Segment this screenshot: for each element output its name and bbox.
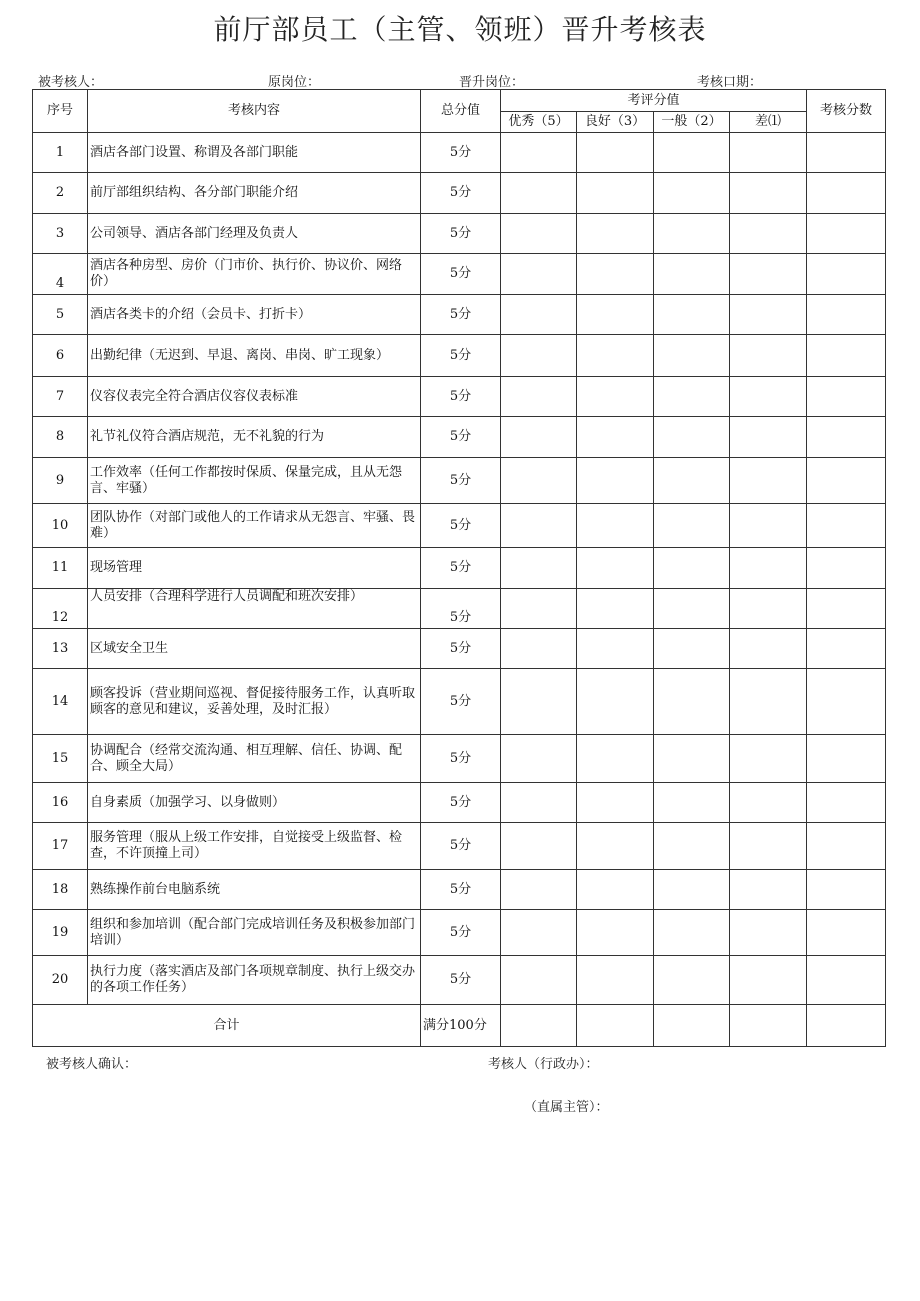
row-number: 10 xyxy=(33,504,88,548)
final-score-cell[interactable] xyxy=(807,783,886,823)
final-score-cell[interactable] xyxy=(807,254,886,295)
row-total-score: 5分 xyxy=(421,956,501,1005)
poor-cell[interactable] xyxy=(730,669,807,735)
row-total-score: 5分 xyxy=(421,669,501,735)
table-row xyxy=(33,823,886,870)
good-cell[interactable] xyxy=(577,173,654,214)
original-post-label: 原岗位： xyxy=(268,75,321,90)
table-row xyxy=(33,735,886,783)
header-content: 考核内容 xyxy=(88,90,421,133)
excellent-cell[interactable] xyxy=(501,254,577,295)
header-total: 总分值 xyxy=(421,90,501,133)
row-content: 工作效率（任何工作都按时保质、保量完成，且从无怨言、牢骚） xyxy=(88,458,421,504)
row-total-score: 5分 xyxy=(421,254,501,295)
poor-cell[interactable] xyxy=(730,254,807,295)
poor-cell[interactable] xyxy=(730,783,807,823)
row-total-score: 5分 xyxy=(421,335,501,377)
final-score-cell[interactable] xyxy=(807,133,886,173)
good-cell[interactable] xyxy=(577,910,654,956)
final-score-cell[interactable] xyxy=(807,335,886,377)
row-total-score: 5分 xyxy=(421,783,501,823)
excellent-cell[interactable] xyxy=(501,417,577,458)
final-score-cell[interactable] xyxy=(807,458,886,504)
average-cell[interactable] xyxy=(654,335,730,377)
final-score-cell[interactable] xyxy=(807,173,886,214)
row-number: 3 xyxy=(33,214,88,254)
row-total-score: 5分 xyxy=(421,458,501,504)
row-content: 人员安排（合理科学进行人员调配和班次安排） xyxy=(88,589,421,629)
poor-cell[interactable] xyxy=(730,335,807,377)
poor-cell[interactable] xyxy=(730,735,807,783)
row-total-score: 5分 xyxy=(421,173,501,214)
good-cell[interactable] xyxy=(577,335,654,377)
row-total-score: 5分 xyxy=(421,823,501,870)
final-score-cell[interactable] xyxy=(807,504,886,548)
row-content: 熟练操作前台电脑系统 xyxy=(88,870,421,910)
excellent-cell[interactable] xyxy=(501,870,577,910)
row-number: 19 xyxy=(33,910,88,956)
table-row xyxy=(33,335,886,377)
promotion-post-label: 晋升岗位： xyxy=(459,75,525,90)
final-score-cell[interactable] xyxy=(807,377,886,417)
average-cell[interactable] xyxy=(654,589,730,629)
poor-cell[interactable] xyxy=(730,214,807,254)
assessment-table xyxy=(32,89,886,1047)
examinee-label: 被考核人： xyxy=(38,75,104,90)
row-total-score: 5分 xyxy=(421,377,501,417)
row-number: 15 xyxy=(33,735,88,783)
average-cell[interactable] xyxy=(654,173,730,214)
row-content: 公司领导、酒店各部门经理及负责人 xyxy=(88,214,421,254)
supervisor-label: （直属主管）： xyxy=(524,1100,609,1115)
total-label: 合计 xyxy=(33,1005,421,1047)
header-good: 良好（3） xyxy=(577,112,654,133)
average-cell[interactable] xyxy=(654,870,730,910)
excellent-cell[interactable] xyxy=(501,669,577,735)
row-number: 4 xyxy=(33,254,88,295)
row-total-score: 5分 xyxy=(421,870,501,910)
final-score-cell[interactable] xyxy=(807,629,886,669)
good-cell[interactable] xyxy=(577,254,654,295)
row-total-score: 5分 xyxy=(421,133,501,173)
row-content: 服务管理（服从上级工作安排，自觉接受上级监督、检查，不许顶撞上司） xyxy=(88,823,421,870)
excellent-cell[interactable] xyxy=(501,504,577,548)
table-row xyxy=(33,214,886,254)
row-content: 顾客投诉（营业期间巡视、督促接待服务工作，认真听取顾客的意见和建议，妥善处理，及时汇报） xyxy=(88,669,421,735)
average-cell[interactable] xyxy=(654,504,730,548)
row-content: 酒店各种房型、房价（门市价、执行价、协议价、网络价） xyxy=(88,254,421,295)
total-average-cell[interactable] xyxy=(654,1005,730,1047)
total-good-cell[interactable] xyxy=(577,1005,654,1047)
header-average: 一般（2） xyxy=(654,112,730,133)
final-score-cell[interactable] xyxy=(807,548,886,589)
good-cell[interactable] xyxy=(577,458,654,504)
row-number: 17 xyxy=(33,823,88,870)
good-cell[interactable] xyxy=(577,377,654,417)
row-number: 9 xyxy=(33,458,88,504)
row-total-score: 5分 xyxy=(421,589,501,629)
excellent-cell[interactable] xyxy=(501,295,577,335)
table-row xyxy=(33,548,886,589)
good-cell[interactable] xyxy=(577,589,654,629)
row-number: 6 xyxy=(33,335,88,377)
header-poor: 差⑴ xyxy=(730,112,807,133)
average-cell[interactable] xyxy=(654,133,730,173)
excellent-cell[interactable] xyxy=(501,783,577,823)
final-score-cell[interactable] xyxy=(807,669,886,735)
poor-cell[interactable] xyxy=(730,504,807,548)
total-final-score-cell[interactable] xyxy=(807,1005,886,1047)
page-title: 前厅部员工（主管、领班）晋升考核表 xyxy=(213,13,707,46)
table-row xyxy=(33,417,886,458)
excellent-cell[interactable] xyxy=(501,458,577,504)
examiner-admin-label: 考核人（行政办）： xyxy=(488,1057,599,1072)
poor-cell[interactable] xyxy=(730,173,807,214)
average-cell[interactable] xyxy=(654,823,730,870)
row-content: 团队协作（对部门或他人的工作请求从无怨言、牢骚、畏难） xyxy=(88,504,421,548)
final-score-cell[interactable] xyxy=(807,735,886,783)
excellent-cell[interactable] xyxy=(501,956,577,1005)
table-row xyxy=(33,956,886,1005)
average-cell[interactable] xyxy=(654,629,730,669)
average-cell[interactable] xyxy=(654,783,730,823)
poor-cell[interactable] xyxy=(730,589,807,629)
table-row xyxy=(33,173,886,214)
row-number: 12 xyxy=(33,589,88,629)
excellent-cell[interactable] xyxy=(501,173,577,214)
table-row xyxy=(33,870,886,910)
good-cell[interactable] xyxy=(577,417,654,458)
table-row xyxy=(33,783,886,823)
header-excellent: 优秀（5） xyxy=(501,112,577,133)
row-content: 仪容仪表完全符合酒店仪容仪表标准 xyxy=(88,377,421,417)
total-value: 满分100分 xyxy=(421,1005,501,1047)
poor-cell[interactable] xyxy=(730,417,807,458)
examinee-confirm-label: 被考核人确认： xyxy=(46,1057,138,1072)
table-row xyxy=(33,458,886,504)
average-cell[interactable] xyxy=(654,254,730,295)
row-content: 礼节礼仪符合酒店规范，无不礼貌的行为 xyxy=(88,417,421,458)
poor-cell[interactable] xyxy=(730,133,807,173)
average-cell[interactable] xyxy=(654,735,730,783)
row-total-score: 5分 xyxy=(421,910,501,956)
good-cell[interactable] xyxy=(577,669,654,735)
good-cell[interactable] xyxy=(577,133,654,173)
row-total-score: 5分 xyxy=(421,548,501,589)
row-number: 14 xyxy=(33,669,88,735)
final-score-cell[interactable] xyxy=(807,823,886,870)
table-row xyxy=(33,133,886,173)
excellent-cell[interactable] xyxy=(501,133,577,173)
final-score-cell[interactable] xyxy=(807,295,886,335)
table-row xyxy=(33,629,886,669)
average-cell[interactable] xyxy=(654,295,730,335)
row-number: 1 xyxy=(33,133,88,173)
row-number: 18 xyxy=(33,870,88,910)
row-content: 区域安全卫生 xyxy=(88,629,421,669)
row-content: 酒店各类卡的介绍（会员卡、打折卡） xyxy=(88,295,421,335)
total-excellent-cell[interactable] xyxy=(501,1005,577,1047)
row-total-score: 5分 xyxy=(421,629,501,669)
excellent-cell[interactable] xyxy=(501,629,577,669)
row-number: 5 xyxy=(33,295,88,335)
average-cell[interactable] xyxy=(654,669,730,735)
poor-cell[interactable] xyxy=(730,870,807,910)
excellent-cell[interactable] xyxy=(501,377,577,417)
poor-cell[interactable] xyxy=(730,377,807,417)
excellent-cell[interactable] xyxy=(501,335,577,377)
excellent-cell[interactable] xyxy=(501,214,577,254)
table-row xyxy=(33,254,886,295)
table-row xyxy=(33,669,886,735)
good-cell[interactable] xyxy=(577,870,654,910)
table-row xyxy=(33,295,886,335)
exam-date-label: 考核口期： xyxy=(697,75,763,90)
total-row xyxy=(33,1005,886,1047)
row-content: 现场管理 xyxy=(88,548,421,589)
table-row xyxy=(33,377,886,417)
row-content: 出勤纪律（无迟到、早退、离岗、串岗、旷工现象） xyxy=(88,335,421,377)
average-cell[interactable] xyxy=(654,956,730,1005)
row-number: 13 xyxy=(33,629,88,669)
row-number: 20 xyxy=(33,956,88,1005)
row-number: 16 xyxy=(33,783,88,823)
row-number: 7 xyxy=(33,377,88,417)
average-cell[interactable] xyxy=(654,214,730,254)
row-content: 协调配合（经常交流沟通、相互理解、信任、协调、配合、顾全大局） xyxy=(88,735,421,783)
good-cell[interactable] xyxy=(577,504,654,548)
row-content: 执行力度（落实酒店及部门各项规章制度、执行上级交办的各项工作任务） xyxy=(88,956,421,1005)
final-score-cell[interactable] xyxy=(807,589,886,629)
poor-cell[interactable] xyxy=(730,458,807,504)
row-total-score: 5分 xyxy=(421,214,501,254)
row-total-score: 5分 xyxy=(421,735,501,783)
header-no: 序号 xyxy=(33,90,88,133)
table-row xyxy=(33,589,886,629)
table-row xyxy=(33,504,886,548)
row-content: 酒店各部门设置、称谓及各部门职能 xyxy=(88,133,421,173)
good-cell[interactable] xyxy=(577,548,654,589)
poor-cell[interactable] xyxy=(730,910,807,956)
excellent-cell[interactable] xyxy=(501,910,577,956)
excellent-cell[interactable] xyxy=(501,548,577,589)
final-score-cell[interactable] xyxy=(807,910,886,956)
row-number: 8 xyxy=(33,417,88,458)
row-total-score: 5分 xyxy=(421,504,501,548)
final-score-cell[interactable] xyxy=(807,214,886,254)
excellent-cell[interactable] xyxy=(501,589,577,629)
row-number: 2 xyxy=(33,173,88,214)
header-rating: 考评分值 xyxy=(501,90,807,112)
header-row xyxy=(33,90,886,112)
total-poor-cell[interactable] xyxy=(730,1005,807,1047)
row-total-score: 5分 xyxy=(421,295,501,335)
row-content: 前厅部组织结构、各分部门职能介绍 xyxy=(88,173,421,214)
average-cell[interactable] xyxy=(654,458,730,504)
excellent-cell[interactable] xyxy=(501,823,577,870)
good-cell[interactable] xyxy=(577,823,654,870)
final-score-cell[interactable] xyxy=(807,417,886,458)
average-cell[interactable] xyxy=(654,377,730,417)
average-cell[interactable] xyxy=(654,417,730,458)
average-cell[interactable] xyxy=(654,548,730,589)
final-score-cell[interactable] xyxy=(807,870,886,910)
final-score-cell[interactable] xyxy=(807,956,886,1005)
poor-cell[interactable] xyxy=(730,629,807,669)
good-cell[interactable] xyxy=(577,735,654,783)
good-cell[interactable] xyxy=(577,214,654,254)
poor-cell[interactable] xyxy=(730,823,807,870)
average-cell[interactable] xyxy=(654,910,730,956)
poor-cell[interactable] xyxy=(730,956,807,1005)
good-cell[interactable] xyxy=(577,629,654,669)
poor-cell[interactable] xyxy=(730,295,807,335)
header-score: 考核分数 xyxy=(807,90,886,133)
row-total-score: 5分 xyxy=(421,417,501,458)
table-row xyxy=(33,910,886,956)
good-cell[interactable] xyxy=(577,956,654,1005)
row-content: 自身素质（加强学习、以身做则） xyxy=(88,783,421,823)
good-cell[interactable] xyxy=(577,783,654,823)
row-content: 组织和参加培训（配合部门完成培训任务及积极参加部门培训） xyxy=(88,910,421,956)
excellent-cell[interactable] xyxy=(501,735,577,783)
good-cell[interactable] xyxy=(577,295,654,335)
row-number: 11 xyxy=(33,548,88,589)
poor-cell[interactable] xyxy=(730,548,807,589)
